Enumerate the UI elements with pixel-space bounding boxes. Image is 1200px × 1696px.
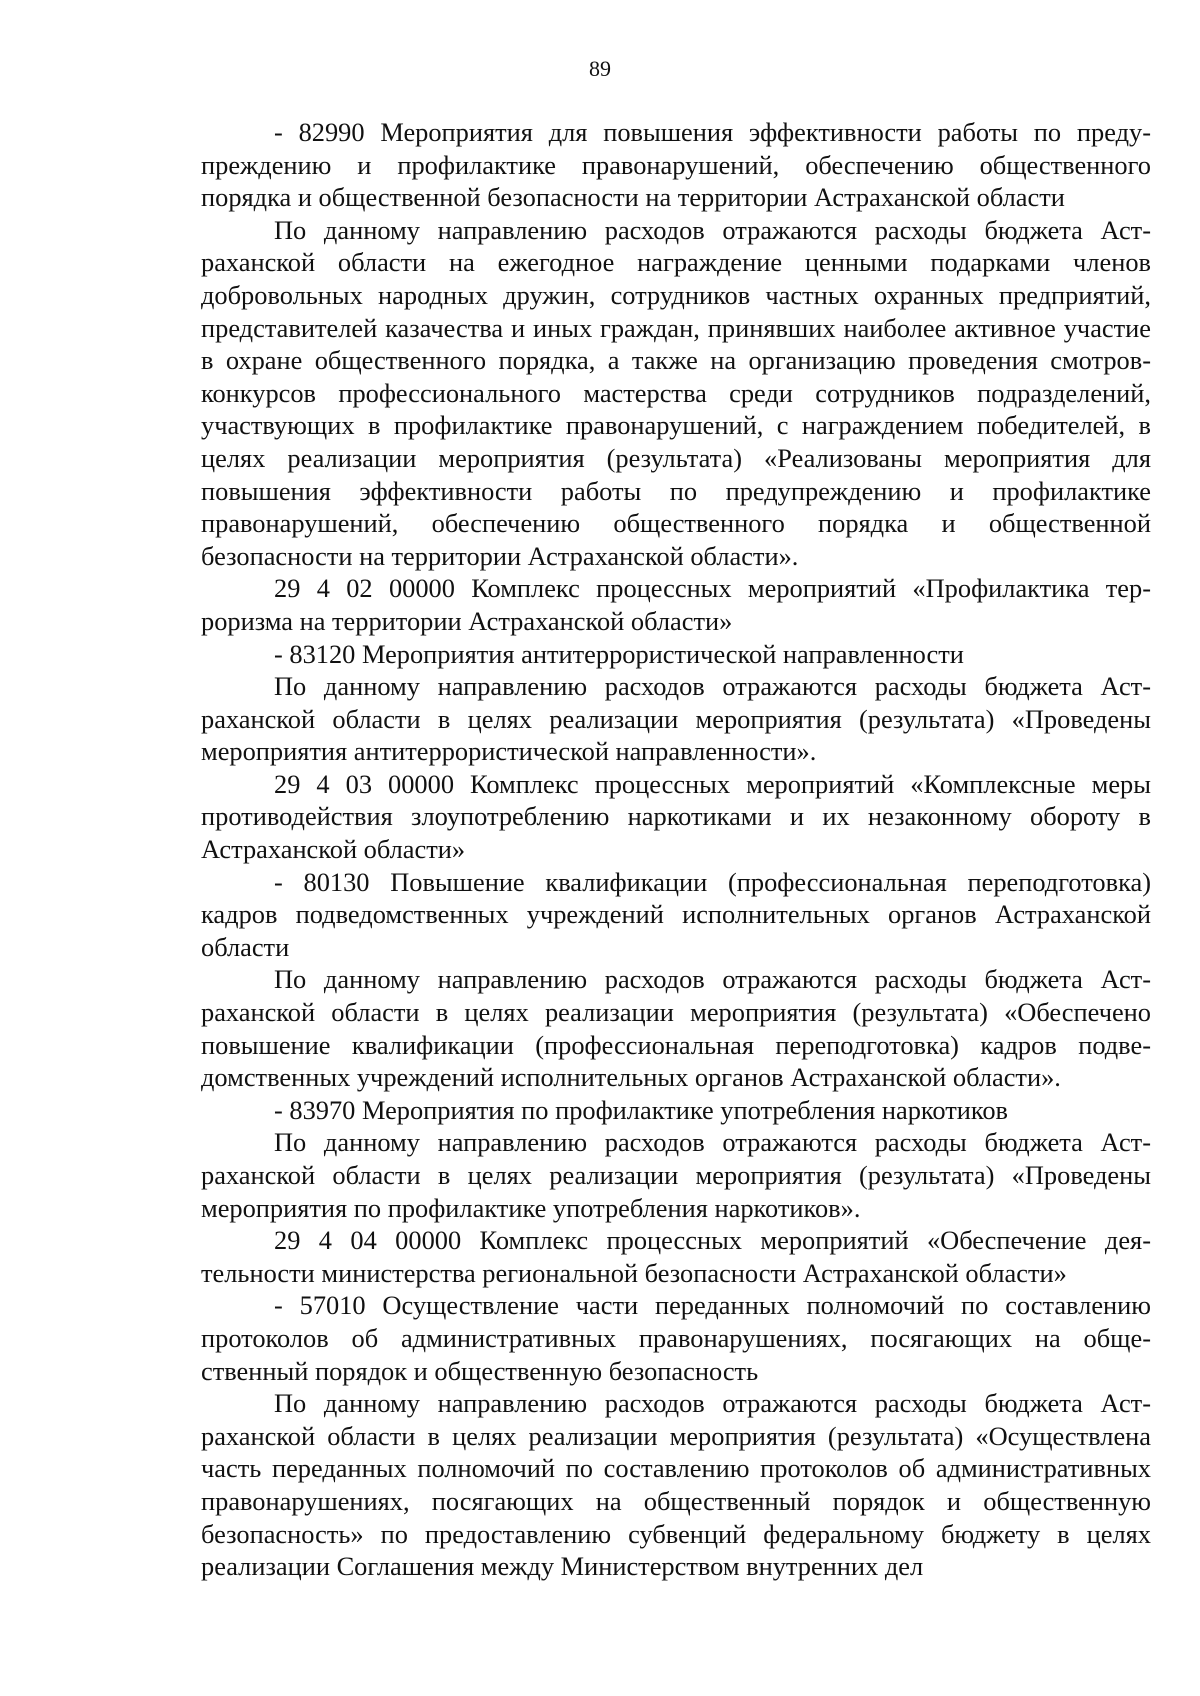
paragraph-83970-description: По данному направлению расходов отражаются расходы бюджета Астраханской области в целях реализации мероприятия (результата) «Проведены мероприятия по профилактике употребления наркотиков». [201, 1127, 1151, 1223]
paragraph-57010-description: По данному направлению расходов отражаются расходы бюджета Астраханской области в целях реализации мероприятия (результата) «Осуществлена часть переданных полномочий по составлению протоколов об административных правонарушениях, посягающих на общественный порядок и общественную безопасность» по предоставлению субвенций федеральному бюджету в целях реализации Соглашения между Министерством внутренних дел [201, 1388, 1151, 1582]
page-number: 89 [589, 56, 611, 81]
paragraph-29-4-02-heading: 29 4 02 00000 Комплекс процессных мероприятий «Профилактика терроризма на территории Астраханской области» [201, 573, 1151, 636]
paragraph-29-4-04-heading: 29 4 04 00000 Комплекс процессных мероприятий «Обеспечение деятельности министерства региональной безопасности Астраханской области» [201, 1225, 1151, 1288]
paragraph-80130-heading: - 80130 Повышение квалификации (профессиональная переподготовка) кадров подведомственных учреждений исполнительных органов Астраханской области [201, 866, 1151, 962]
paragraph-82990-description: По данному направлению расходов отражаются расходы бюджета Астраханской области на ежегодное награждение ценными подарками членов добровольных народных дружин, сотрудников частных охранных предприятий, представителей казачества и иных граждан, принявших наиболее активное участие в охране общественного порядка, а также на организацию проведения смотров-конкурсов профессионального мастерства среди сотрудников подразделений, участвующих в профилактике правонарушений, с награждением победителей, в целях реализации мероприятия (результата) «Реализованы мероприятия для повышения эффективности работы по предупреждению и профилактике правонарушений, обеспечению общественного порядка и общественной безопасности на территории Астраханской области». [201, 214, 1151, 571]
paragraph-83970-heading: - 83970 Мероприятия по профилактике употребления наркотиков [274, 1094, 1009, 1125]
paragraph-82990-heading: - 82990 Мероприятия для повышения эффективности работы по предупреждению и профилактике правонарушений, обеспечению общественного порядка и общественной безопасности на территории Астраханской области [201, 117, 1151, 213]
paragraph-80130-description: По данному направлению расходов отражаются расходы бюджета Астраханской области в целях реализации мероприятия (результата) «Обеспечено повышение квалификации (профессиональная переподготовка) кадров подведомственных учреждений исполнительных органов Астраханской области». [201, 964, 1151, 1093]
paragraph-29-4-03-heading: 29 4 03 00000 Комплекс процессных мероприятий «Комплексные меры противодействия злоупотреблению наркотиками и их незаконному обороту в Астраханской области» [201, 768, 1151, 865]
document-body [201, 116, 1151, 1583]
paragraph-57010-heading: - 57010 Осуществление части переданных полномочий по составлению протоколов об административных правонарушениях, посягающих на общественный порядок и общественную безопасность [201, 1290, 1151, 1386]
paragraph-83120-heading: - 83120 Мероприятия антитеррористической направленности [274, 638, 964, 669]
paragraph-83120-description: По данному направлению расходов отражаются расходы бюджета Астраханской области в целях реализации мероприятия (результата) «Проведены мероприятия антитеррористической направленности». [201, 671, 1151, 767]
